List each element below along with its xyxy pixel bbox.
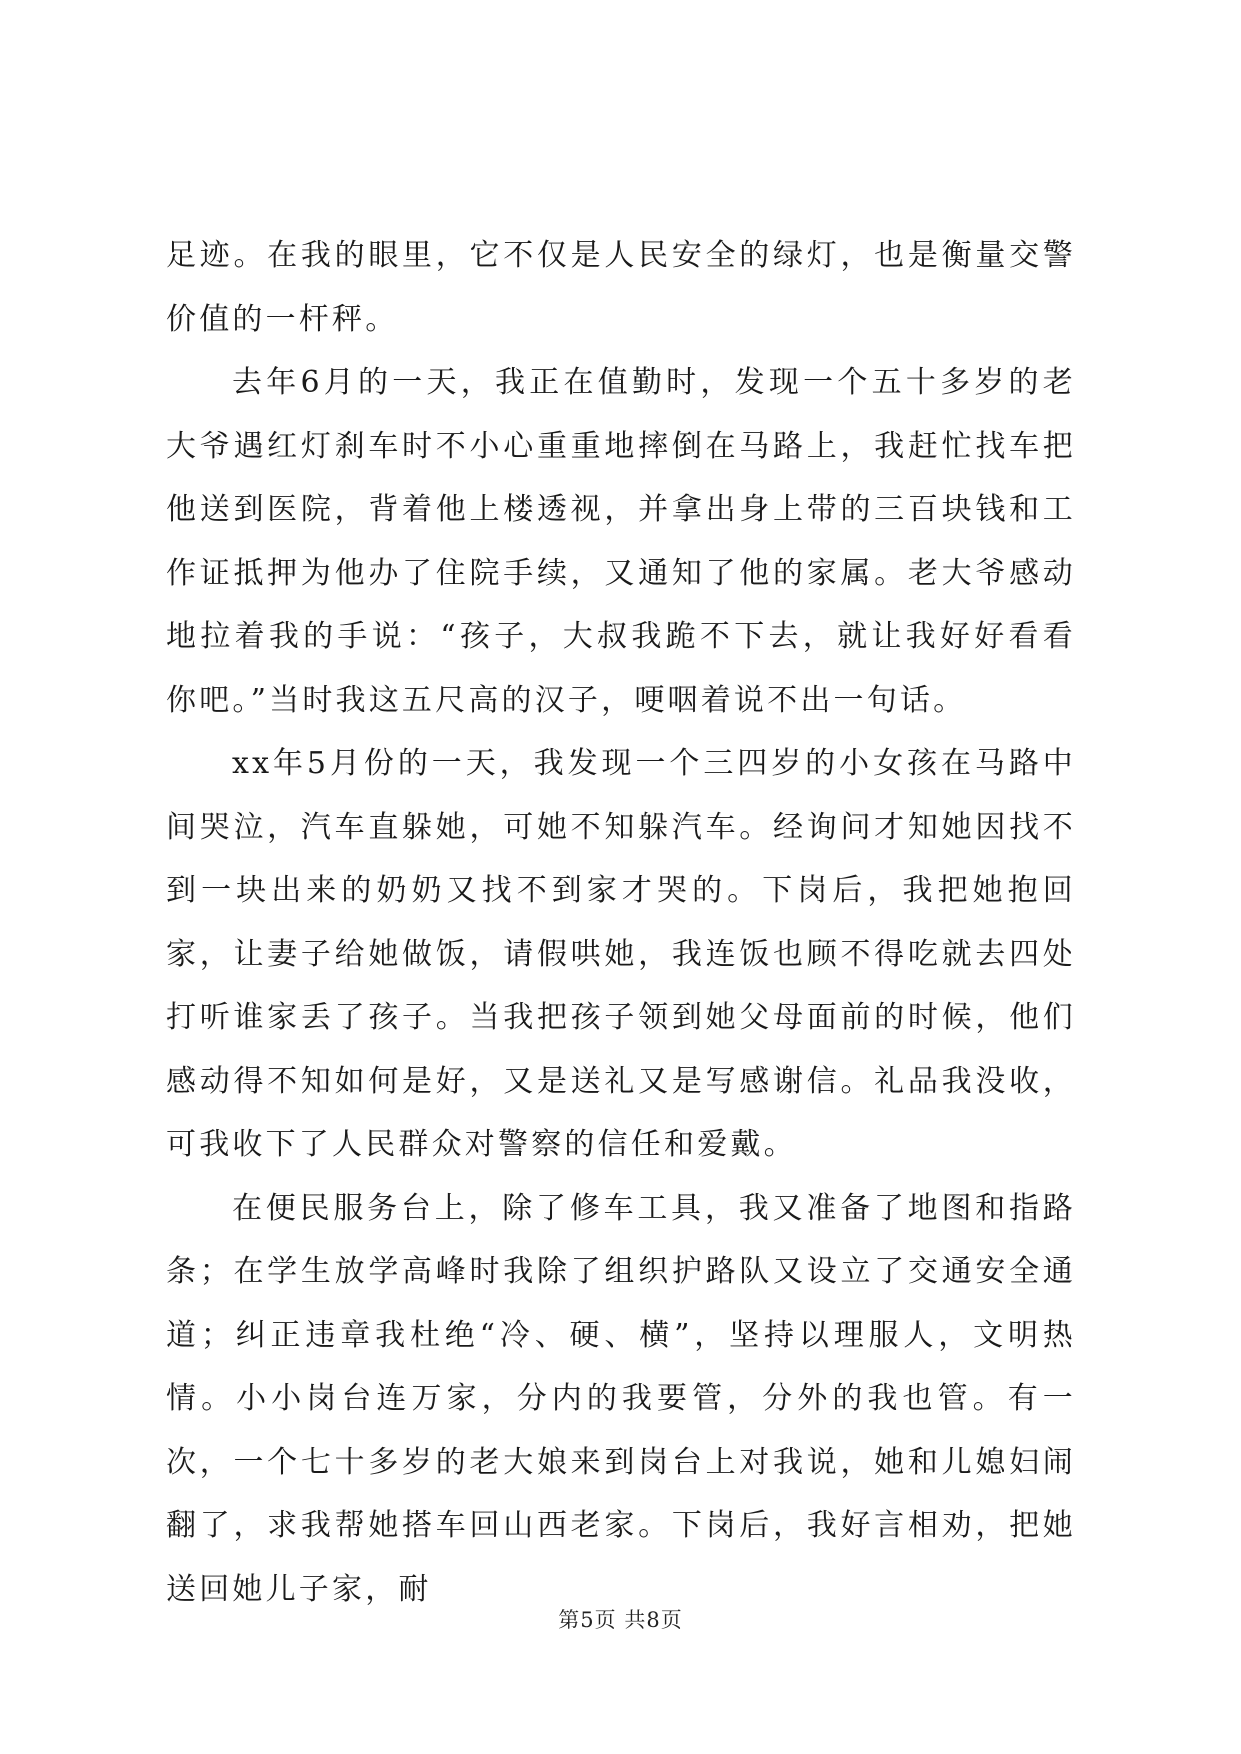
paragraph-1: 足迹。在我的眼里，它不仅是人民安全的绿灯，也是衡量交警价值的一杆秤。 [166,238,1076,337]
paragraph-3: xx年5月份的一天，我发现一个三四岁的小女孩在马路中间哭泣，汽车直躲她，可她不知躲汽车。经询问才知她因找不到一块出来的奶奶又找不到家才哭的。下岗后，我把她抱回家，让妻子给她做饭，请假哄她，我连饭也顾不得吃就去四处打听谁家丢了孩子。当我把孩子领到她父母面前的时候，他们感动得不知如何是好，又是送礼又是写感谢信。礼品我没收，可我收下了人民群众对警察的信任和爱戴。 [166,746,1076,1162]
paragraph-4: 在便民服务台上，除了修车工具，我又准备了地图和指路条；在学生放学高峰时我除了组织护路队又设立了交通安全通道；纠正违章我杜绝“冷、硬、横”，坚持以理服人，文明热情。小小岗台连万家，分内的我要管，分外的我也管。有一次，一个七十多岁的老大娘来到岗台上对我说，她和儿媳妇闹翻了，求我帮她搭车回山西老家。下岗后，我好言相劝，把她送回她儿子家，耐 [166,1190,1076,1607]
page-number-footer: 第5页 共8页 [558,1608,683,1632]
body-text [166,224,1076,1621]
paragraph-2: 去年6月的一天，我正在值勤时，发现一个五十多岁的老大爷遇红灯刹车时不小心重重地摔倒在马路上，我赶忙找车把他送到医院，背着他上楼透视，并拿出身上带的三百块钱和工作证抵押为他办了住院手续，又通知了他的家属。老大爷感动地拉着我的手说：“孩子，大叔我跪不下去，就让我好好看看你吧。”当时我这五尺高的汉子，哽咽着说不出一句话。 [166,365,1076,718]
